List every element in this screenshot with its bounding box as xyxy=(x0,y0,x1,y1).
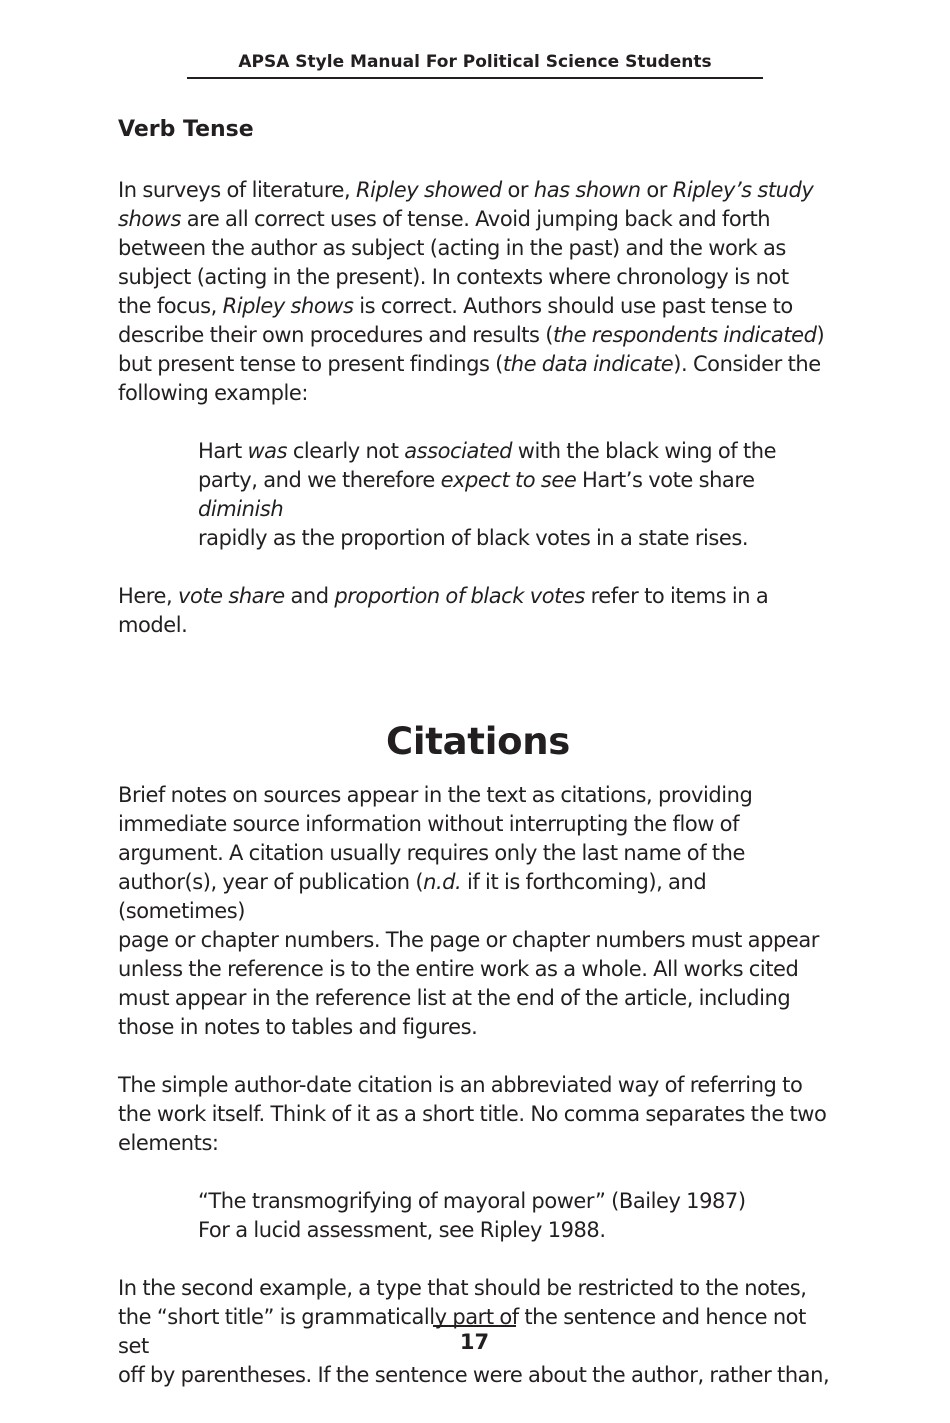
text-line: the work itself. Think of it as a short title. No comma separates the two xyxy=(118,1102,827,1126)
citations-paragraph-2 xyxy=(118,1071,838,1158)
verb-tense-heading: Verb Tense xyxy=(118,117,254,142)
text-line: The simple author-date citation is an abbreviated way of referring to xyxy=(118,1073,803,1097)
citation-example-2: For a lucid assessment, see Ripley 1988. xyxy=(198,1218,606,1242)
text-run: author(s), year of publication ( xyxy=(118,870,424,894)
italic-run: the respondents indicated xyxy=(552,323,817,347)
verb-tense-paragraph-1 xyxy=(118,176,838,408)
text-run: ). Consider the xyxy=(673,352,821,376)
text-line: must appear in the reference list at the end of the article, including xyxy=(118,986,791,1010)
text-run: or xyxy=(501,178,534,202)
text-run: Hart’s vote share xyxy=(576,468,755,492)
text-line: In the second example, a type that should be restricted to the notes, xyxy=(118,1276,807,1300)
citations-title: Citations xyxy=(386,720,570,763)
italic-run: the data indicate xyxy=(502,352,674,376)
text-line: page or chapter numbers. The page or chapter numbers must appear xyxy=(118,928,819,952)
page-number: 17 xyxy=(459,1330,490,1354)
page-content xyxy=(118,110,838,1390)
header-rule xyxy=(187,77,763,79)
italic-run: Ripley shows xyxy=(222,294,354,318)
block-quote-example xyxy=(118,437,838,553)
text-line: off by parentheses. If the sentence were about the author, rather than, xyxy=(118,1363,830,1387)
italic-run: Ripley’s study xyxy=(672,178,814,202)
text-run: if it is forthcoming), and (sometimes) xyxy=(118,870,707,923)
text-line: subject (acting in the present). In contexts where chronology is not xyxy=(118,265,789,289)
italic-run: Ripley showed xyxy=(355,178,502,202)
text-line: following example: xyxy=(118,381,308,405)
verb-tense-paragraph-2 xyxy=(118,582,838,640)
citations-paragraph-1 xyxy=(118,781,838,1042)
text-run: the focus, xyxy=(118,294,223,318)
footer-rule xyxy=(433,1325,516,1327)
text-run: Hart xyxy=(198,439,248,463)
text-run: but present tense to present findings ( xyxy=(118,352,503,376)
italic-run: proportion of black votes xyxy=(334,584,585,608)
text-run: and xyxy=(284,584,335,608)
italic-run: shows xyxy=(118,207,181,231)
text-line: unless the reference is to the entire work as a whole. All works cited xyxy=(118,957,799,981)
text-line: Brief notes on sources appear in the text as citations, providing xyxy=(118,783,753,807)
running-head: APSA Style Manual For Political Science Students xyxy=(238,52,712,72)
text-run: party, and we therefore xyxy=(198,468,441,492)
text-run: describe their own procedures and results ( xyxy=(118,323,553,347)
italic-run: expect to see xyxy=(440,468,577,492)
text-line: argument. A citation usually requires only the last name of the xyxy=(118,841,745,865)
italic-run: vote share xyxy=(177,584,285,608)
text-run: In surveys of literature, xyxy=(118,178,356,202)
text-line: the “short title” is grammatically part of the sentence and hence not set xyxy=(118,1305,806,1358)
italic-run: has shown xyxy=(533,178,641,202)
citation-examples xyxy=(118,1187,838,1245)
text-run: are all correct uses of tense. Avoid jumping back and forth xyxy=(180,207,771,231)
text-run: Here, xyxy=(118,584,178,608)
text-run: clearly not xyxy=(287,439,405,463)
text-run: with the black wing of the xyxy=(512,439,777,463)
text-line: immediate source information without interrupting the flow of xyxy=(118,812,740,836)
citation-example-1: “The transmogrifying of mayoral power” (Bailey 1987) xyxy=(198,1189,746,1213)
italic-run: n.d. xyxy=(423,870,462,894)
text-run: is correct. Authors should use past tense to xyxy=(353,294,793,318)
italic-run: diminish xyxy=(198,497,284,521)
text-line: rapidly as the proportion of black votes in a state rises. xyxy=(198,526,749,550)
text-run: or xyxy=(640,178,673,202)
italic-run: associated xyxy=(404,439,513,463)
text-line: elements: xyxy=(118,1131,219,1155)
text-line: those in notes to tables and figures. xyxy=(118,1015,478,1039)
text-line: between the author as subject (acting in the past) and the work as xyxy=(118,236,786,260)
text-run: ) xyxy=(816,323,825,347)
text-run: refer to items in a model. xyxy=(118,584,769,637)
italic-run: was xyxy=(247,439,288,463)
